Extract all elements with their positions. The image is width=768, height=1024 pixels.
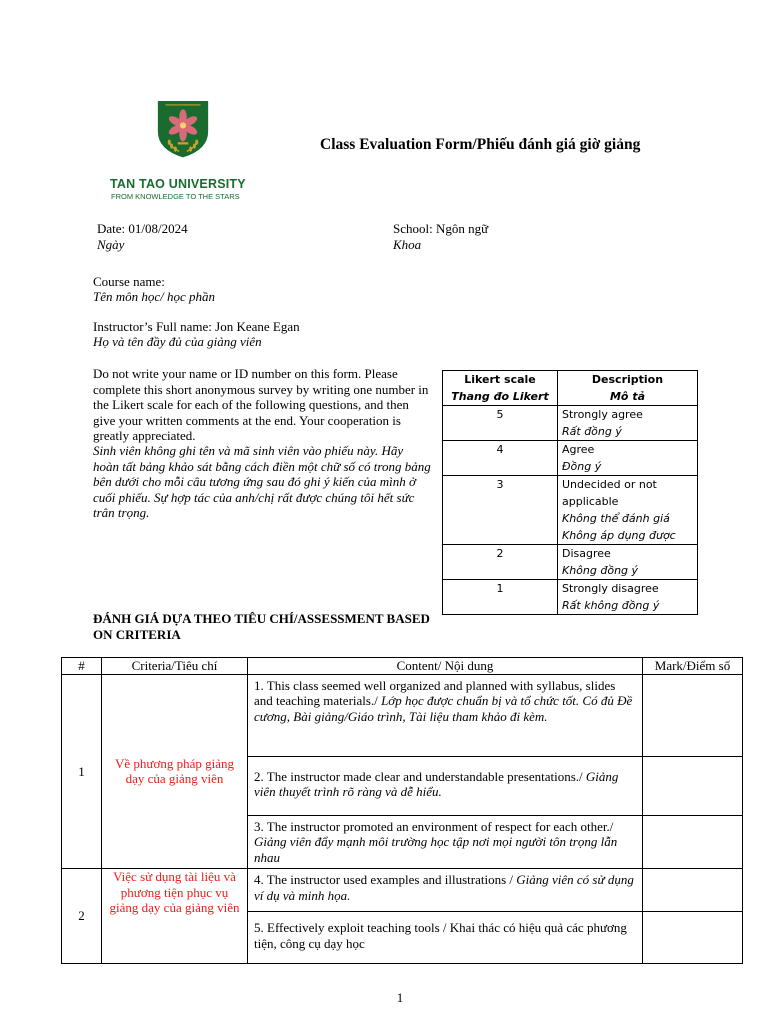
likert-value: 5 [443, 406, 558, 441]
likert-desc-vi: Không đồng ý [562, 564, 639, 577]
header-content: Content/ Nội dung [248, 658, 643, 675]
content-vi: Giảng viên đẩy mạnh môi trường học tập nơi mọi người tôn trọng lẫn nhau [254, 834, 618, 865]
content-cell [248, 674, 643, 756]
instructions-vi: Sinh viên không ghi tên và mã sinh viên vào phiếu này. Hãy hoàn tất bảng khảo sát bằng cách điền một chữ số có trong bảng bên dưới cho mỗi câu tương ứng sau đó ghi ý kiến của mình ở cuối phiếu. Sự hợp tác của anh/chị rất được chúng tôi hết sức trân trọng. [93, 443, 431, 520]
mark-input-cell[interactable] [643, 912, 743, 964]
likert-desc [558, 476, 698, 545]
likert-row [443, 476, 698, 545]
school-label-vi: Khoa [393, 237, 422, 252]
likert-header-scale [443, 371, 558, 406]
likert-value: 2 [443, 545, 558, 580]
content-cell [248, 756, 643, 815]
content-cell [248, 869, 643, 912]
likert-desc [558, 406, 698, 441]
likert-value: 1 [443, 580, 558, 615]
date-label: Date: 01/08/2024 [97, 221, 188, 236]
likert-desc-vi: Đồng ý [562, 460, 602, 473]
likert-desc-en: Disagree [562, 547, 611, 560]
table-row [62, 674, 743, 756]
likert-desc [558, 441, 698, 476]
instructor-label: Instructor’s Full name: Jon Keane Egan [93, 319, 300, 334]
content-cell [248, 815, 643, 869]
likert-header-desc [558, 371, 698, 406]
likert-desc-en: Strongly agree [562, 408, 643, 421]
likert-header-desc-en: Description [591, 373, 664, 386]
content-en: 4. The instructor used examples and illustrations / [254, 872, 513, 887]
likert-header-scale-en: Likert scale [464, 373, 536, 386]
page-number: 1 [396, 990, 404, 1005]
content-vi: Giảng viên thuyết trình rõ ràng và dễ hiểu. [254, 768, 619, 799]
school-label: School: Ngôn ngữ [393, 221, 489, 236]
criteria-cell: Việc sử dụng tài liệu và phương tiện phục vụ giảng dạy của giảng viên [102, 869, 248, 964]
header-mark: Mark/Điểm số [643, 658, 743, 675]
content-en: 5. Effectively exploit teaching tools / Khai thác có hiệu quả các phương tiện, công cụ dạy học [254, 920, 627, 951]
likert-scale-table [442, 370, 698, 615]
likert-row [443, 441, 698, 476]
mark-input-cell[interactable] [643, 674, 743, 756]
likert-header-desc-vi: Mô tả [609, 390, 645, 403]
likert-desc [558, 580, 698, 615]
likert-desc-vi: Rất không đồng ý [562, 599, 660, 612]
likert-desc-vi: Không thể đánh giá [562, 512, 670, 525]
content-en: 3. The instructor promoted an environment of respect for each other./ [254, 818, 614, 834]
university-tagline: FROM KNOWLEDGE TO THE STARS [111, 192, 240, 201]
mark-input-cell[interactable] [643, 869, 743, 912]
criteria-cell: Về phương pháp giảng dạy của giảng viên [102, 674, 248, 869]
content-en: 1. This class seemed well organized and planned with syllabus, slides and teaching materials./ [254, 677, 616, 708]
table-header-row [62, 658, 743, 675]
instructor-label-vi: Họ và tên đầy đủ của giảng viên [93, 334, 262, 349]
likert-desc [558, 545, 698, 580]
likert-desc-vi-alt: Không áp dụng được [562, 529, 676, 542]
likert-value: 3 [443, 476, 558, 545]
group-number: 2 [62, 869, 102, 964]
likert-desc-en: Strongly disagree [562, 582, 659, 595]
section-heading: ĐÁNH GIÁ DỰA THEO TIÊU CHÍ/ASSESSMENT BASED ON CRITERIA [93, 611, 430, 642]
header-num: # [62, 658, 102, 675]
university-name: TAN TAO UNIVERSITY [110, 177, 246, 191]
likert-row [443, 545, 698, 580]
page-title: Class Evaluation Form/Phiếu đánh giá giờ giảng [320, 136, 641, 153]
university-crest-icon [108, 98, 258, 178]
header-criteria: Criteria/Tiêu chí [102, 658, 248, 675]
content-vi: Giảng viên có sử dụng ví dụ và minh họa. [254, 872, 634, 903]
course-label: Course name: [93, 274, 165, 289]
mark-input-cell[interactable] [643, 756, 743, 815]
likert-header-scale-vi: Thang đo Likert [451, 390, 549, 403]
likert-desc-en: Undecided or not applicable [562, 478, 657, 508]
course-label-vi: Tên môn học/ học phần [93, 289, 216, 304]
mark-input-cell[interactable] [643, 815, 743, 869]
likert-row [443, 406, 698, 441]
criteria-table [61, 657, 743, 964]
content-en: 2. The instructor made clear and understandable presentations./ [254, 768, 583, 784]
content-vi: Lớp học được chuẩn bị và tổ chức tốt. Có đủ Đề cương, Bài giảng/Giáo trình, Tài liệu tham khảo đi kèm. [254, 693, 633, 724]
likert-desc-en: Agree [562, 443, 595, 456]
likert-value: 4 [443, 441, 558, 476]
table-row [62, 869, 743, 912]
instructions-en: Do not write your name or ID number on this form. Please complete this short anonymous survey by writing one number in the Likert scale for each of the following questions, and then give your written comments at the end. Your cooperation is greatly appreciated. [93, 366, 429, 443]
date-label-vi: Ngày [97, 237, 125, 252]
group-number: 1 [62, 674, 102, 869]
likert-desc-vi: Rất đồng ý [562, 425, 622, 438]
likert-row [443, 580, 698, 615]
content-cell [248, 912, 643, 964]
